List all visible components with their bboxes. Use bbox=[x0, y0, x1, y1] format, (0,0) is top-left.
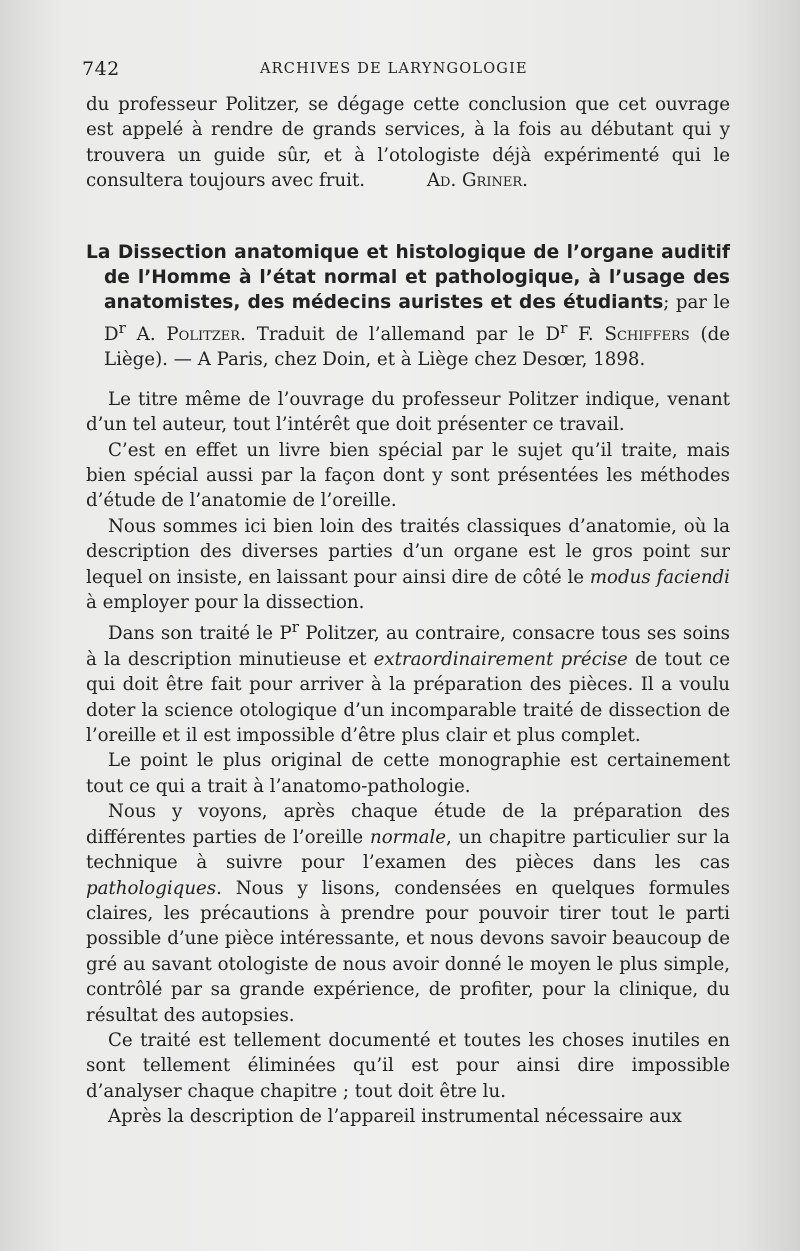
paragraph-1: Le titre même de l’ouvrage du professeur Politzer indique, venant d’un tel auteur, tout l’intérêt que doit présenter ce travail. bbox=[86, 388, 730, 436]
paragraph-4 bbox=[86, 615, 730, 748]
byline-a: ; par le D bbox=[104, 292, 730, 345]
paragraph-2: C’est en effet un livre bien spécial par le sujet qu’il traite, mais bien spécial aussi par la façon dont y sont présentées les méthodes d’étude de l’anatomie de l’oreille. bbox=[86, 439, 730, 512]
intro-text: du professeur Politzer, se dégage cette conclusion que cet ouvrage est appelé à rendre de grands services, à la fois au débutant qui y trouvera un guide sûr, et à l’otologiste déjà expérimenté qui le consultera toujours avec fruit. bbox=[86, 94, 730, 192]
review-heading bbox=[86, 240, 730, 373]
review-translator: F. Schiffers bbox=[567, 323, 690, 345]
byline-sup: r bbox=[118, 318, 126, 337]
running-title: ARCHIVES DE LARYNGOLOGIE bbox=[260, 61, 528, 77]
p6-em2: pathologiques bbox=[86, 877, 217, 899]
review-author: A. Politzer bbox=[125, 323, 241, 345]
signature-text: Ad. Griner. bbox=[426, 170, 528, 192]
page-header bbox=[82, 58, 732, 88]
byline-sup2: r bbox=[560, 318, 568, 337]
p4-sup: r bbox=[291, 618, 299, 637]
p3-em: modus faciendi bbox=[589, 566, 730, 588]
byline-c: (de Liège). — A Paris, chez Doin, et à Liège chez Desœr, 1898. bbox=[104, 323, 730, 371]
p4-c: de tout ce qui doit être fait pour arriver à la préparation des pièces. Il a voulu doter la science otologique d’un incomparable traité de dissection de l’oreille et il est impossible d’être plus clair et plus complet. bbox=[86, 648, 730, 747]
review-title: La Dissection anatomique et histologique de l’organe auditif de l’Homme à l’état normal et pathologique, à l’usage des anatomistes, des médecins auristes et des étudiants bbox=[86, 241, 730, 314]
p4-em: extraordinairement précise bbox=[373, 648, 628, 670]
paragraph-8: Après la description de l’appareil instrumental nécessaire aux bbox=[108, 1106, 682, 1128]
intro-paragraph bbox=[86, 92, 730, 194]
paragraph-3 bbox=[86, 514, 730, 616]
paragraph-6 bbox=[86, 799, 730, 1028]
page-number: 742 bbox=[82, 58, 120, 80]
p3-b: à employer pour la dissection. bbox=[86, 591, 365, 613]
p4-a: Dans son traité le P bbox=[108, 623, 292, 645]
p6-c: . Nous y lisons, condensées en quelques formules claires, les précautions à prendre pour pouvoir tirer tout le parti possible d’une pièce intéressante, et nous devons savoir beaucoup de gré au savant otologiste de nous avoir donné le moyen le plus simple, contrôlé par sa grande expérience, de profiter, pour la clinique, du résultat des autopsies. bbox=[86, 877, 730, 1026]
page-body bbox=[86, 92, 730, 1130]
p6-a: Nous y voyons, après chaque étude de la préparation des différentes parties de l’oreille bbox=[86, 801, 730, 848]
signature bbox=[427, 170, 528, 191]
p4-b: Politzer, au contraire, consacre tous ses soins à la description minutieuse et bbox=[86, 623, 730, 670]
p3-a: Nous sommes ici bien loin des traités classiques d’anatomie, où la description des diverses parties d’un organe est le gros point sur lequel on insiste, en laissant pour ainsi dire de côté le bbox=[86, 515, 730, 588]
byline-b: . Traduit de l’allemand par le D bbox=[240, 323, 561, 345]
p6-em1: normale bbox=[370, 826, 447, 848]
p6-b: , un chapitre particulier sur la technique à suivre pour l’examen des pièces dans les cas bbox=[86, 826, 731, 874]
paragraph-7: Ce traité est tellement documenté et toutes les choses inutiles en sont tellement éliminées qu’il est pour ainsi dire impossible d’analyser chaque chapitre ; tout doit être lu. bbox=[86, 1029, 730, 1102]
paragraph-5: Le point le plus original de cette monographie est certainement tout ce qui a trait à l’anatomo-pathologie. bbox=[86, 750, 730, 797]
